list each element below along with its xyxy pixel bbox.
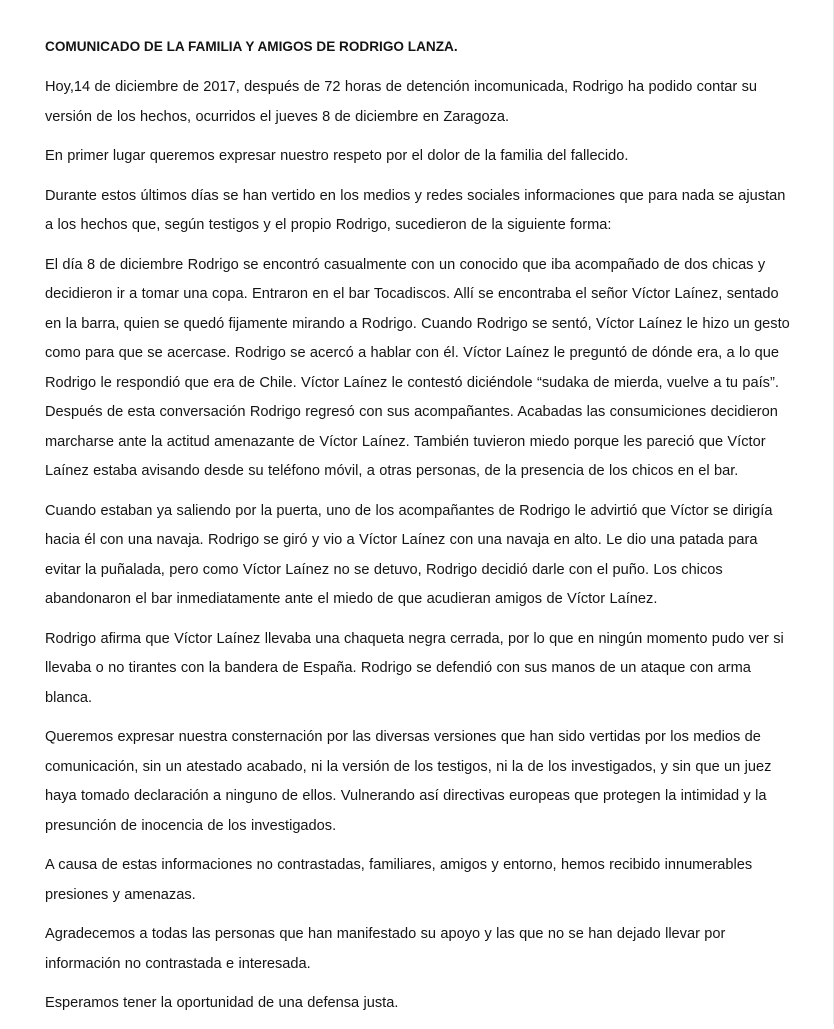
paragraph-events: El día 8 de diciembre Rodrigo se encontró casualmente con un conocido que iba acompañado de dos chicas y decidieron ir a tomar una copa. Entraron en el bar Tocadiscos. Allí se encontraba el señor Víctor Laínez, sentado en la barra, quien se quedó fijamente mirando a Rodrigo. Cuando Rodrigo se sentó, Víctor Laínez le hizo un gesto como para que se acercase. Rodrigo se acercó a hablar con él. Víctor Laínez le preguntó de dónde era, a lo que Rodrigo le respondió que era de Chile. Víctor Laínez le contestó diciéndole “sudaka de mierda, vuelve a tu país”. Después de esta conversación Rodrigo regresó con sus acompañantes. Acabadas las consumiciones decidieron marcharse ante la actitud amenazante de Víctor Laínez. También tuvieron miedo porque les pareció que Víctor Laínez estaba avisando desde su teléfono móvil, a otras personas, de la presencia de los chicos en el bar. <box>45 256 790 479</box>
paragraph-consternation: Queremos expresar nuestra consternación por las diversas versiones que han sido vertidas por los medios de comunicación, sin un atestado acabado, ni la versión de los testigos, ni la de los investigados, y sin que un juez haya tomado declaración a ninguno de ellos. Vulnerando así directivas europeas que protegen la intimidad y la presunción de inocencia de los investigados. <box>45 729 772 834</box>
document-body <box>45 38 795 1029</box>
paragraph-jacket: Rodrigo afirma que Víctor Laínez llevaba una chaqueta negra cerrada, por lo que en ningún momento pudo ver si llevaba o no tirantes con la bandera de España. Rodrigo se defendió con sus manos de un ataque con arma blanca. <box>45 630 784 706</box>
paragraph-intro: Hoy,14 de diciembre de 2017, después de 72 horas de detención incomunicada, Rodrigo ha podido contar su versión de los hechos, ocurridos el jueves 8 de diciembre en Zaragoza. <box>45 79 757 125</box>
document-title: COMUNICADO DE LA FAMILIA Y AMIGOS DE RODRIGO LANZA. <box>45 39 458 54</box>
paragraph-media: Durante estos últimos días se han vertido en los medios y redes sociales informaciones que para nada se ajustan a los hechos que, según testigos y el propio Rodrigo, sucedieron de la siguiente forma: <box>45 187 786 233</box>
paragraph-thanks: Agradecemos a todas las personas que han manifestado su apoyo y las que no se han dejado llevar por información no contrastada e interesada. <box>45 926 726 972</box>
paragraph-respect: En primer lugar queremos expresar nuestro respeto por el dolor de la familia del fallecido. <box>45 148 629 164</box>
paragraph-closing: Esperamos tener la oportunidad de una defensa justa. <box>45 995 399 1011</box>
paragraph-pressures: A causa de estas informaciones no contrastadas, familiares, amigos y entorno, hemos recibido innumerables presiones y amenazas. <box>45 857 753 903</box>
paragraph-knife: Cuando estaban ya saliendo por la puerta, uno de los acompañantes de Rodrigo le advirtió que Víctor se dirigía hacia él con una navaja. Rodrigo se giró y vio a Víctor Laínez con una navaja en alto. Le dio una patada para evitar la puñalada, pero como Víctor Laínez no se detuvo, Rodrigo decidió darle con el puño. Los chicos abandonaron el bar inmediatamente ante el miedo de que acudieran amigos de Víctor Laínez. <box>45 502 773 607</box>
